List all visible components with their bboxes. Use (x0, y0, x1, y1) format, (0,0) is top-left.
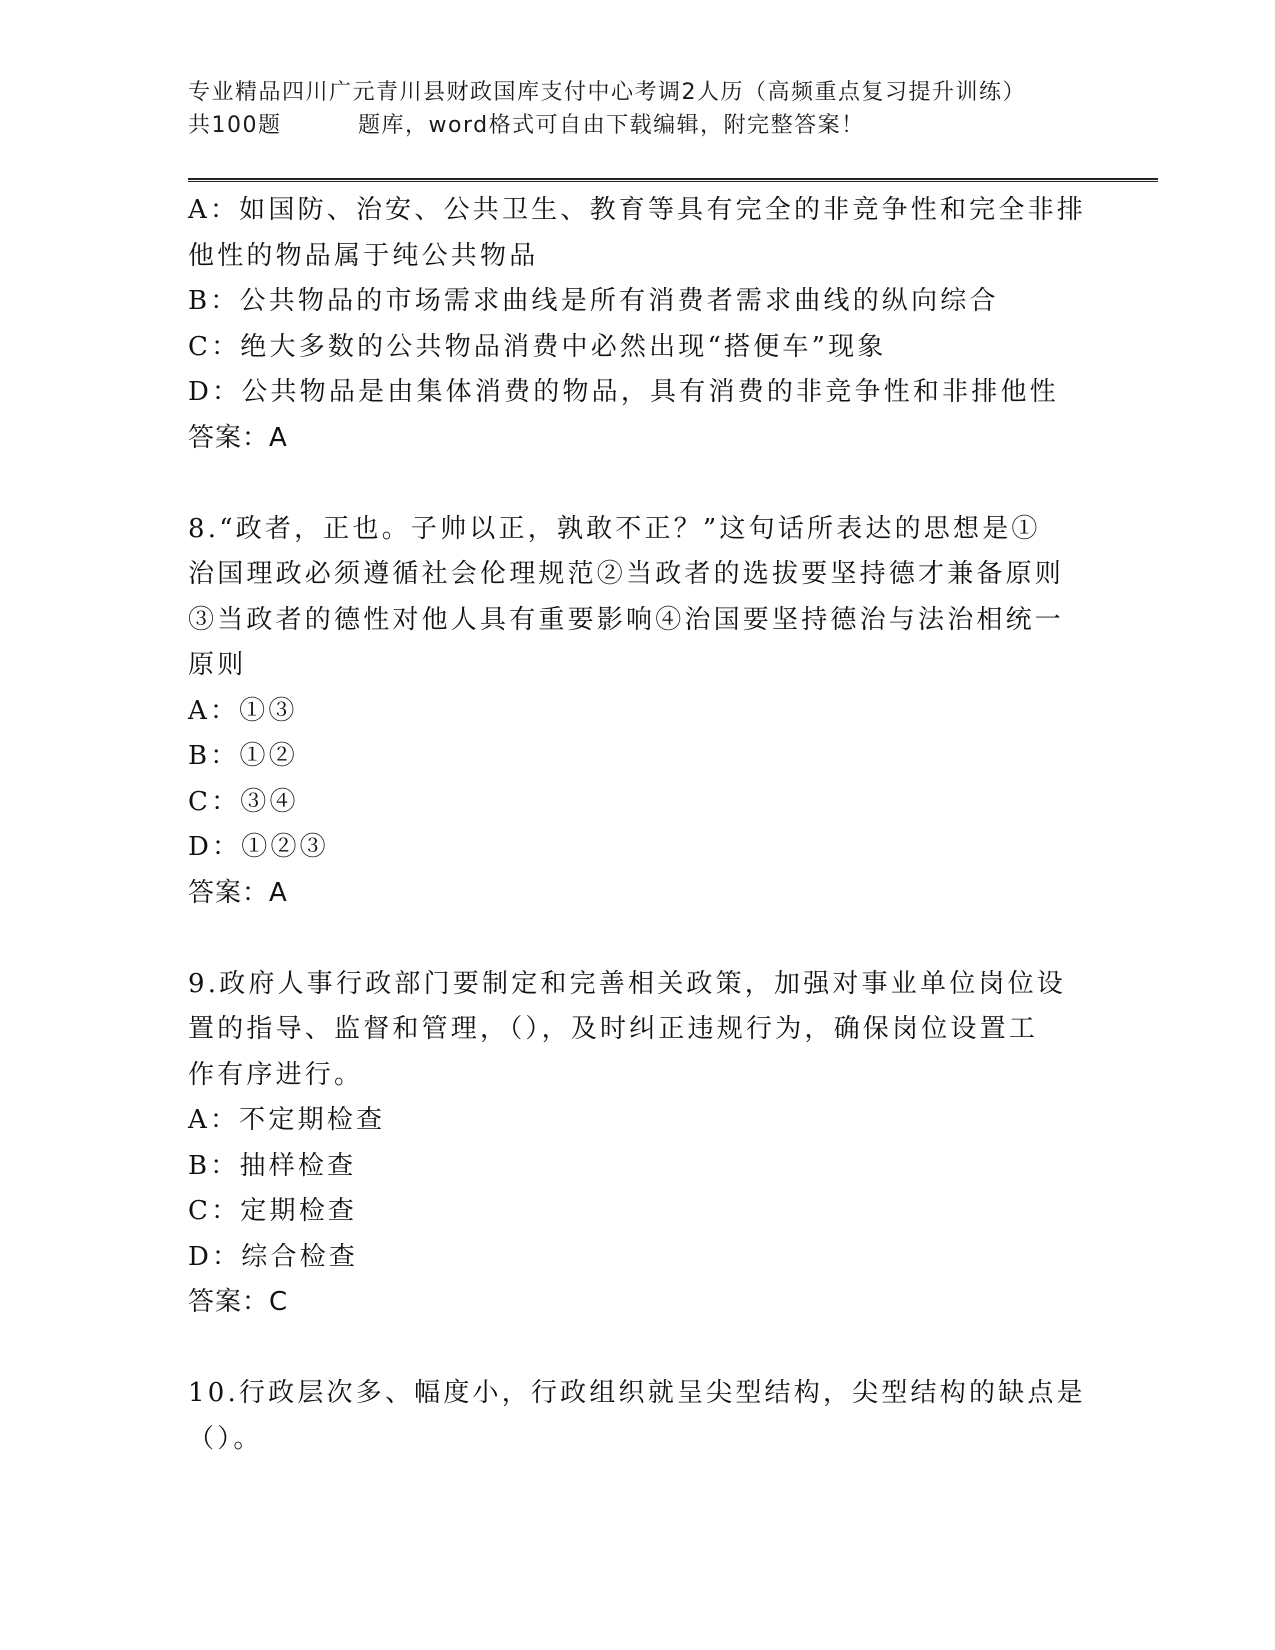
option-a: A：不定期检查 (188, 1105, 386, 1135)
question-stem (188, 507, 1088, 689)
stem-line: 9.政府人事行政部门要制定和完善相关政策，加强对事业单位岗位设 (188, 968, 1067, 999)
spacer (188, 1326, 1088, 1372)
question-10 (188, 1371, 1088, 1462)
stem-line: 原则 (188, 650, 247, 680)
header-subtitle-row (188, 109, 1088, 142)
question-stem (188, 1371, 1088, 1462)
answer: 答案：A (188, 877, 288, 908)
option-d: D：①②③ (188, 832, 329, 862)
stem-line: 8.“政者，正也。子帅以正，孰敢不正？”这句话所表达的思想是① (188, 513, 1041, 544)
option-b: B：①② (188, 741, 298, 771)
header-subtitle: 题库，word格式可自由下载编辑，附完整答案！ (358, 113, 865, 138)
header-question-count: 共100题 (188, 113, 282, 138)
option-a: A：①③ (188, 695, 298, 726)
question-stem (188, 962, 1088, 1099)
spacer (188, 916, 1088, 962)
question-list (188, 188, 1088, 1462)
stem-line: ③当政者的德性对他人具有重要影响④治国要坚持德治与法治相统一 (188, 604, 1065, 635)
option-c: C：绝大多数的公共物品消费中必然出现“搭便车”现象 (188, 331, 887, 362)
stem-line: 10.行政层次多、幅度小，行政组织就呈尖型结构，尖型结构的缺点是 (188, 1378, 1086, 1408)
question-8 (188, 507, 1088, 917)
question-9 (188, 962, 1088, 1326)
option-a (188, 188, 1088, 279)
stem-line: 置的指导、监督和管理，（），及时纠正违规行为，确保岗位设置工 (188, 1014, 1039, 1044)
option-d: D：综合检查 (188, 1241, 359, 1272)
option-d: D：公共物品是由集体消费的物品，具有消费的非竞争性和非排他性 (188, 377, 1059, 407)
option-b: B：公共物品的市场需求曲线是所有消费者需求曲线的纵向综合 (188, 286, 999, 316)
answer: 答案：A (188, 422, 288, 453)
question-7 (188, 188, 1088, 461)
answer: 答案：C (188, 1287, 289, 1317)
option-c: C：③④ (188, 786, 299, 817)
spacer (188, 461, 1088, 507)
stem-line: 治国理政必须遵循社会伦理规范②当政者的选拔要坚持德才兼备原则 (188, 559, 1065, 589)
option-text: A：如国防、治安、公共卫生、教育等具有完全的非竞争性和完全非排 (188, 195, 1086, 225)
document-header (188, 76, 1088, 142)
stem-line: （）。 (188, 1423, 263, 1454)
option-c: C：定期检查 (188, 1196, 358, 1226)
option-text: 他性的物品属于纯公共物品 (188, 240, 539, 271)
stem-line: 作有序进行。 (188, 1059, 364, 1090)
header-divider (188, 178, 1158, 182)
header-title: 专业精品四川广元青川县财政国库支付中心考调2人历（高频重点复习提升训练） (188, 80, 1026, 105)
option-b: B：抽样检查 (188, 1150, 357, 1181)
